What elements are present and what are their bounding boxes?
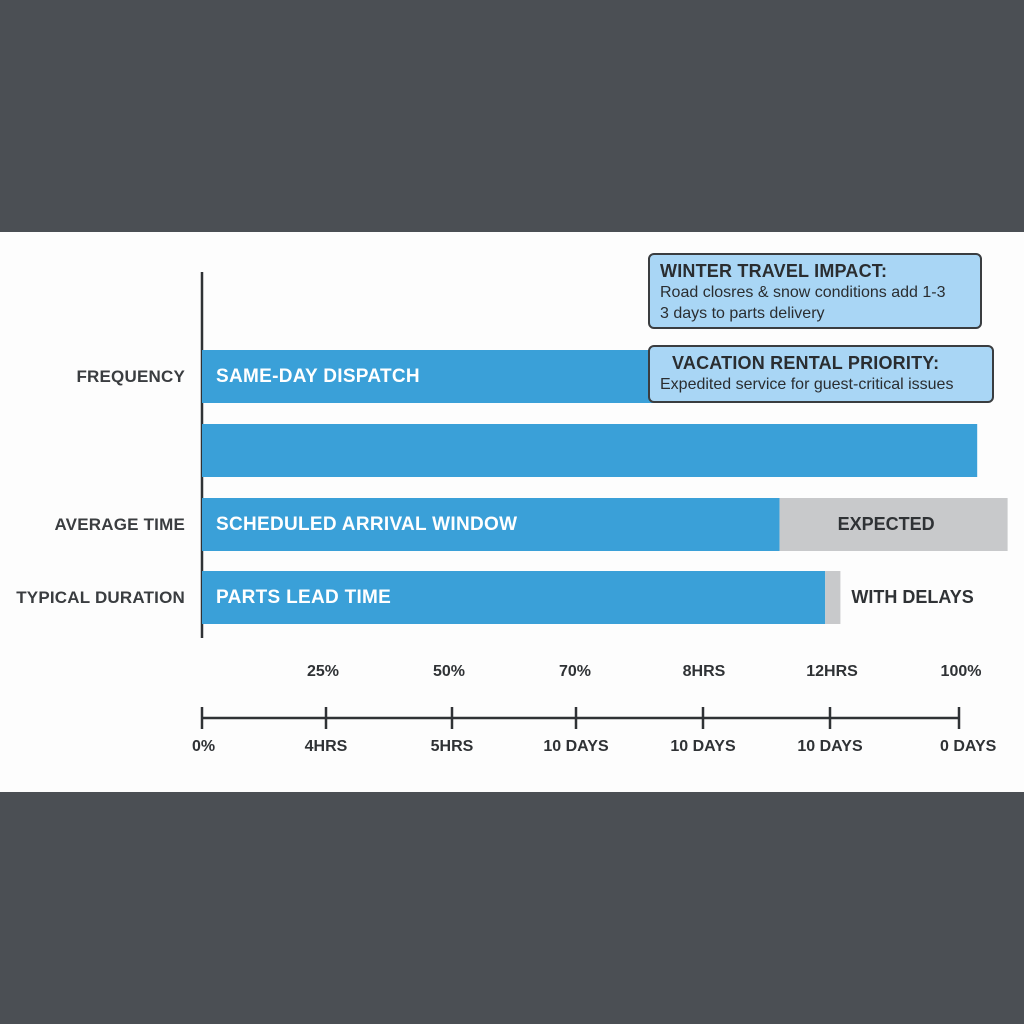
percent-tick-label: 70%	[558, 663, 592, 680]
time-tick-label: 4HRS	[304, 738, 348, 755]
callout-title: VACATION RENTAL PRIORITY:	[672, 353, 940, 373]
row-label: FREQUENCY	[76, 367, 185, 386]
percent-tick-label: 12HRS	[806, 663, 858, 680]
bar-label: SCHEDULED ARRIVAL WINDOW	[216, 514, 518, 535]
time-tick-label: 0 DAYS	[940, 738, 997, 755]
row-label: TYPICAL DURATION	[16, 588, 185, 607]
percent-tick-label: 8HRS	[682, 663, 726, 680]
winter-travel-callout	[648, 253, 982, 329]
segment-label: EXPECTED	[837, 514, 935, 534]
percent-tick-label: 50%	[432, 663, 466, 680]
bar-label: SAME-DAY DISPATCH	[216, 366, 420, 387]
bar-primary	[202, 424, 977, 477]
time-tick-label: 10 DAYS	[543, 738, 609, 755]
bar-secondary	[825, 571, 840, 624]
callout-body: Expedited service for guest-critical issues	[660, 376, 954, 393]
percent-tick-label: 25%	[306, 663, 340, 680]
time-tick-label: 10 DAYS	[670, 738, 736, 755]
bar-label: PARTS LEAD TIME	[216, 587, 392, 608]
time-tick-label: 10 DAYS	[797, 738, 863, 755]
row-label: AVERAGE TIME	[54, 515, 185, 534]
chart-panel	[0, 232, 1024, 792]
segment-label: WITH DELAYS	[851, 587, 974, 607]
callout-body: Road closres & snow conditions add 1-3 3 days to parts delivery	[660, 284, 946, 322]
time-tick-label: 5HRS	[430, 738, 474, 755]
callout-title: WINTER TRAVEL IMPACT:	[660, 261, 888, 281]
vacation-rental-callout	[648, 345, 994, 403]
percent-tick-label: 100%	[940, 663, 982, 680]
time-tick-label: 0%	[192, 738, 216, 755]
